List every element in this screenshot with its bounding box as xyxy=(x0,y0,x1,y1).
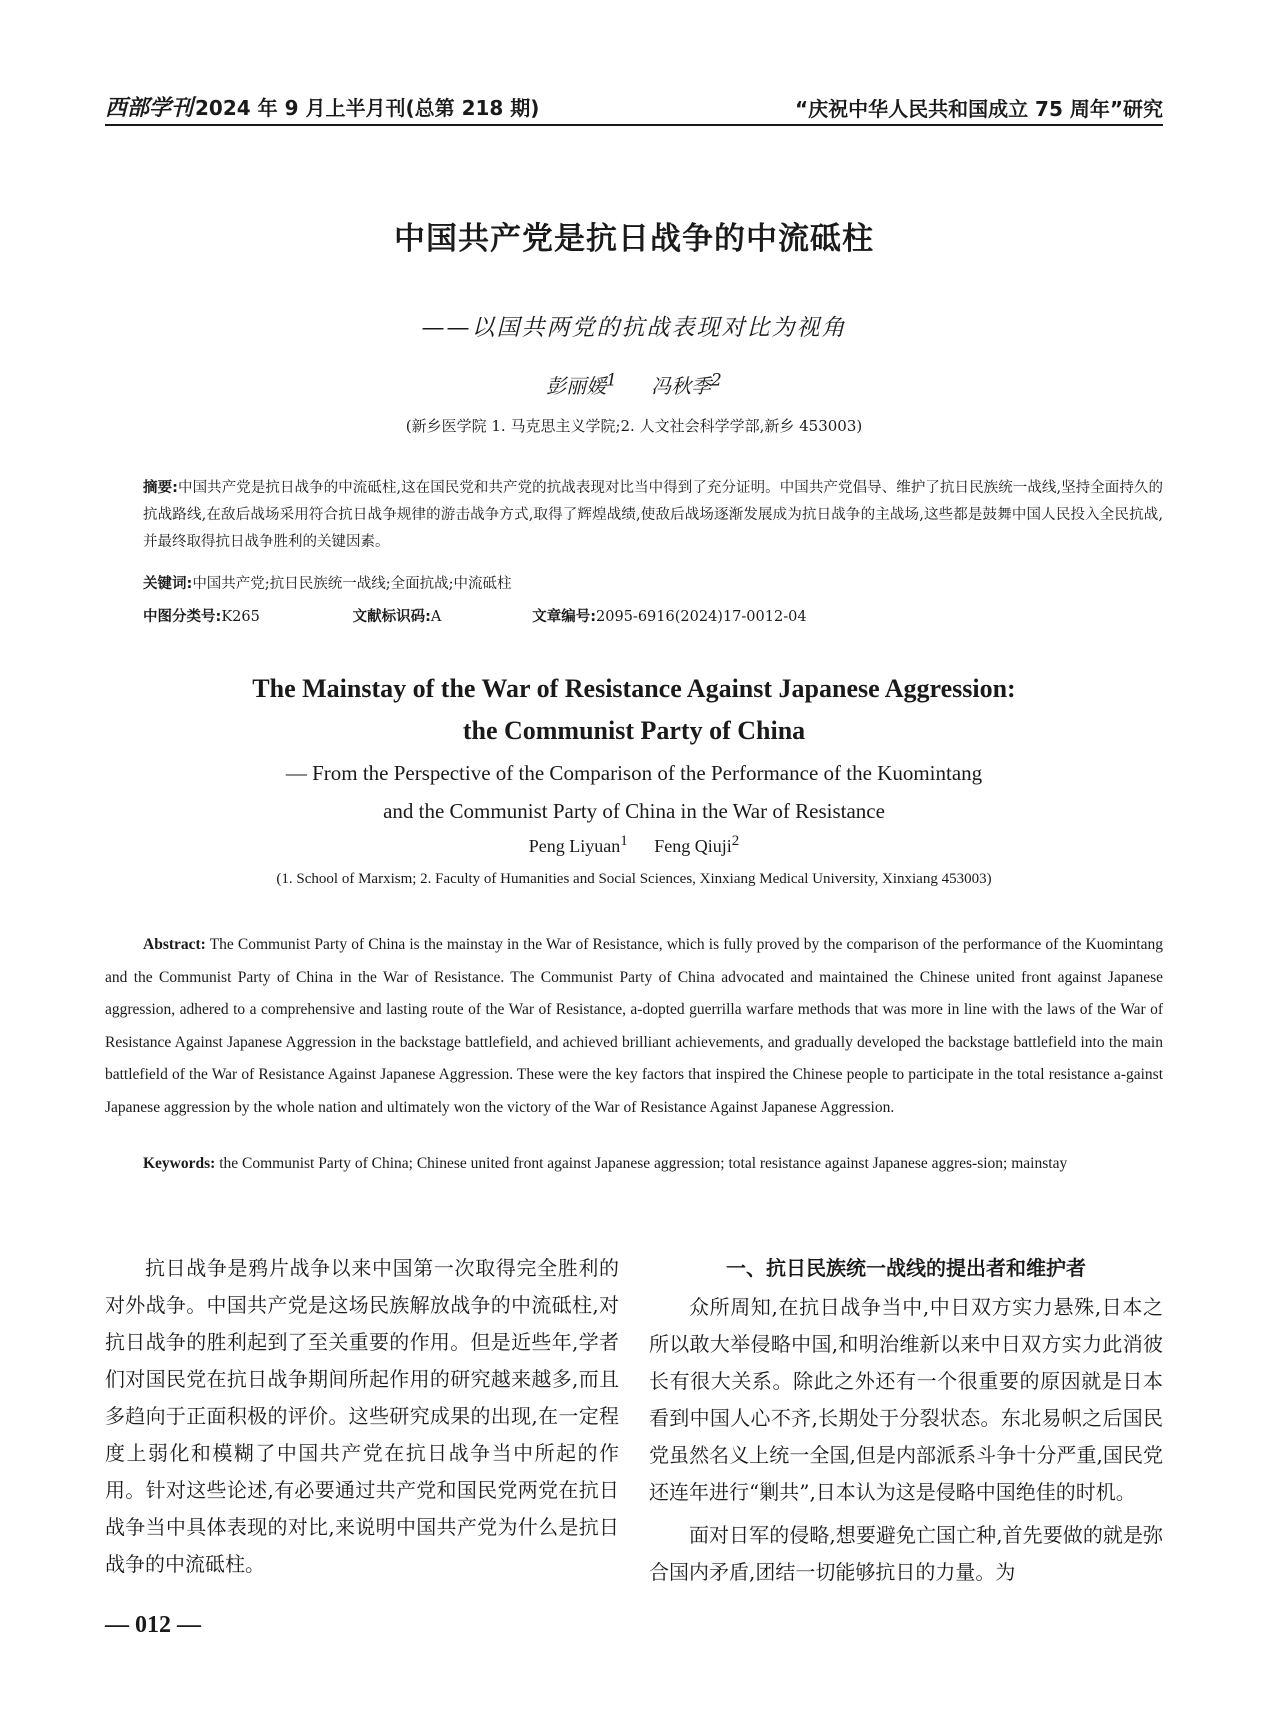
english-abstract-text: The Communist Party of China is the mainstay in the War of Resistance, which is fully proved by the comparison of the performance of the Kuomintang and the Communist Party of China in the War of Resistance. The Communist Party of China advocated and maintained the Chinese united front against Japanese aggression, adhered to a comprehensive and lasting route of the War of Resistance, a-dopted guerrilla warfare methods that was more in line with the laws of the War of Resistance Against Japanese Aggression in the backstage battlefield, and achieved brilliant achievements, and gradually developed the backstage battlefield into the main battlefield of the War of Resistance Against Japanese Aggression. These were the key factors that inspired the Chinese people to participate in the total resistance a-gainst Japanese aggression by the whole nation and ultimately won the victory of the War of Resistance Against Japanese Aggression. xyxy=(105,936,1163,1116)
clc-value: K265 xyxy=(221,609,260,625)
header-left xyxy=(105,91,539,122)
body-paragraph: 面对日军的侵略,想要避免亡国亡种,首先要做的就是弥合国内矛盾,团结一切能够抗日的力量。为 xyxy=(649,1523,1163,1584)
running-header xyxy=(105,86,1163,122)
english-author-affil-mark: 1 xyxy=(620,833,628,849)
author-affil-mark: 2 xyxy=(711,370,722,390)
english-author-name: Peng Liyuan xyxy=(528,836,621,856)
page-number: — 012 — xyxy=(105,1612,201,1638)
author-list xyxy=(0,370,1268,399)
clc-label: 中图分类号: xyxy=(143,609,222,625)
english-subtitle-line: and the Communist Party of China in the War of Resistance xyxy=(383,799,885,823)
english-abstract-label: Abstract: xyxy=(143,936,206,953)
abstract-cn xyxy=(143,475,1163,556)
author-affil-mark: 1 xyxy=(606,370,617,390)
article-number-value: 2095-6916(2024)17-0012-04 xyxy=(596,609,807,625)
article-number-label: 文章编号: xyxy=(532,609,597,625)
english-title xyxy=(0,668,1268,752)
clc-item xyxy=(143,605,348,626)
body-column-left xyxy=(105,1250,619,1583)
keywords-cn-label: 关键词: xyxy=(143,576,193,592)
article-number-item xyxy=(532,605,806,626)
keywords-cn-text: 中国共产党;抗日民族统一战线;全面抗战;中流砥柱 xyxy=(192,576,512,592)
english-title-line: the Communist Party of China xyxy=(462,716,806,745)
issue-info: 2024 年 9 月上半月刊(总第 218 期) xyxy=(195,96,540,120)
english-affiliation: (1. School of Marxism; 2. Faculty of Humanities and Social Sciences, Xinxiang Medical University, Xinxiang 453003) xyxy=(276,871,992,887)
english-title-line: The Mainstay of the War of Resistance Against Japanese Aggression: xyxy=(252,674,1016,703)
paper-title: 中国共产党是抗日战争的中流砥柱 xyxy=(394,221,874,257)
section-heading: 一、抗日民族统一战线的提出者和维护者 xyxy=(726,1256,1086,1280)
header-rule xyxy=(105,124,1163,126)
journal-logo: 西部学刊 xyxy=(105,95,194,121)
english-keywords-text: the Communist Party of China; Chinese united front against Japanese aggression; total resistance against Japanese aggres-sion; mainstay xyxy=(219,1155,1068,1172)
body-column-right xyxy=(649,1250,1163,1591)
english-keywords xyxy=(105,1148,1163,1180)
doc-code-value: A xyxy=(430,609,442,625)
keywords-cn xyxy=(143,572,1163,593)
classification-line xyxy=(143,605,1163,626)
english-subtitle xyxy=(0,754,1268,830)
author-name: 冯秋季 xyxy=(651,374,712,398)
english-abstract xyxy=(105,929,1163,1124)
body-paragraph: 众所周知,在抗日战争当中,中日双方实力悬殊,日本之所以敢大举侵略中国,和明治维新以来中日双方实力此消彼长有很大关系。除此之外还有一个很重要的原因就是日本看到中国人心不齐,长期处于分裂状态。东北易帜之后国民党虽然名义上统一全国,但是内部派系斗争十分严重,国民党还连年进行“剿共”,日本认为这是侵略中国绝佳的时机。 xyxy=(649,1295,1163,1504)
doc-code-label: 文献标识码: xyxy=(352,609,431,625)
affiliation: (新乡医学院 1. 马克思主义学院;2. 人文社会科学学部,新乡 453003) xyxy=(405,417,863,435)
paper-subtitle: ——以国共两党的抗战表现对比为视角 xyxy=(421,315,847,341)
column-name: “庆祝中华人民共和国成立 75 周年”研究 xyxy=(794,97,1163,121)
abstract-cn-label: 摘要: xyxy=(143,480,178,496)
body-paragraph: 抗日战争是鸦片战争以来中国第一次取得完全胜利的对外战争。中国共产党是这场民族解放战争的中流砥柱,对抗日战争的胜利起到了至关重要的作用。但是近些年,学者们对国民党在抗日战争期间所起作用的研究越来越多,而且多趋向于正面积极的评价。这些研究成果的出现,在一定程度上弱化和模糊了中国共产党在抗日战争当中所起的作用。针对这些论述,有必要通过共产党和国民党两党在抗日战争当中具体表现的对比,来说明中国共产党为什么是抗日战争的中流砥柱。 xyxy=(105,1256,619,1576)
author-name: 彭丽媛 xyxy=(546,374,607,398)
english-keywords-label: Keywords: xyxy=(143,1155,216,1172)
english-subtitle-line: — From the Perspective of the Comparison of the Performance of the Kuomintang xyxy=(285,761,983,785)
doc-code-item xyxy=(353,605,528,626)
english-author-list xyxy=(0,833,1268,857)
english-author-name: Feng Qiuji xyxy=(654,836,732,856)
abstract-cn-text: 中国共产党是抗日战争的中流砥柱,这在国民党和共产党的抗战表现对比当中得到了充分证明。中国共产党倡导、维护了抗日民族统一战线,坚持全面持久的抗战路线,在敌后战场采用符合抗日战争规律的游击战争方式,取得了辉煌战绩,使敌后战场逐渐发展成为抗日战争的主战场,这些都是鼓舞中国人民投入全民抗战,并最终取得抗日战争胜利的关键因素。 xyxy=(143,480,1163,550)
english-author-affil-mark: 2 xyxy=(731,833,740,849)
